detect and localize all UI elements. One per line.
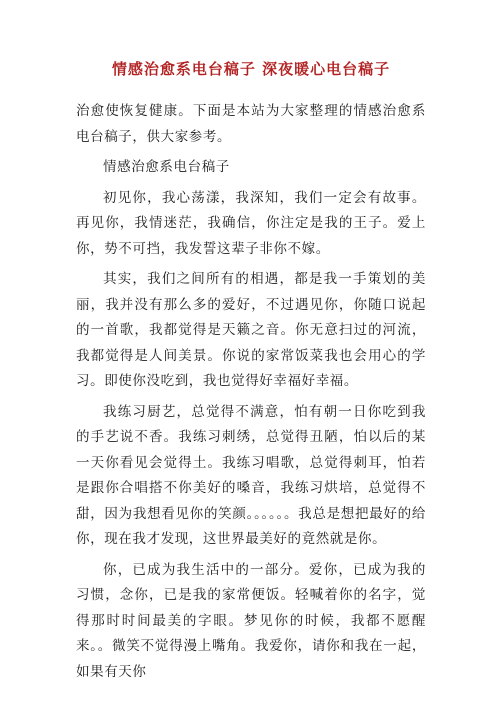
paragraph-intro: 治愈使恢复健康。下面是本站为大家整理的情感治愈系电台稿子，供大家参考。 xyxy=(76,103,426,145)
paragraph-encounters: 其实，我们之间所有的相遇，都是我一手策划的美丽，我并没有那么多的爱好，不过遇见你，你随口说起的一首歌，我都觉得是天籁之音。你无意扫过的河流，我都觉得是人间美景。你说的家常饭菜我也会用心的学习。即使你没吃到，我也觉得好幸福好幸福。 xyxy=(76,271,426,389)
paragraph-subheading: 情感治愈系电台稿子 xyxy=(103,159,230,175)
document-title: 情感治愈系电台稿子 深夜暖心电台稿子 xyxy=(111,60,391,78)
paragraph-part-of-life: 你，已成为我生活中的一部分。爱你，已成为我的习惯，念你，已是我的家常便饭。轻喊着你的名字，觉得那时时间最美的字眼。梦见你的时候，我都不愿醒来。。微笑不觉得漫上嘴角。我爱你，请你和我在一起，如果有天你 xyxy=(76,561,426,680)
document-page xyxy=(76,58,426,690)
paragraph-first-meeting: 初见你，我心荡漾，我深知，我们一定会有故事。再见你，我情迷茫，我确信，你注定是我的王子。爱上你，势不可挡，我发誓这辈子非你不嫁。 xyxy=(76,189,426,257)
paragraph-practice: 我练习厨艺，总觉得不满意，怕有朝一日你吃到我的手艺说不香。我练习刺绣，总觉得丑陋，怕以后的某一天你看见会觉得土。我练习唱歌，总觉得刺耳，怕若是跟你合唱搭不你美好的嗓音，我练习烘培，总觉得不甜，因为我想看见你的笑颜。。。。。。我总是想把最好的给你，现在我才发现，这世界最美好的竟然就是你。 xyxy=(76,403,426,547)
